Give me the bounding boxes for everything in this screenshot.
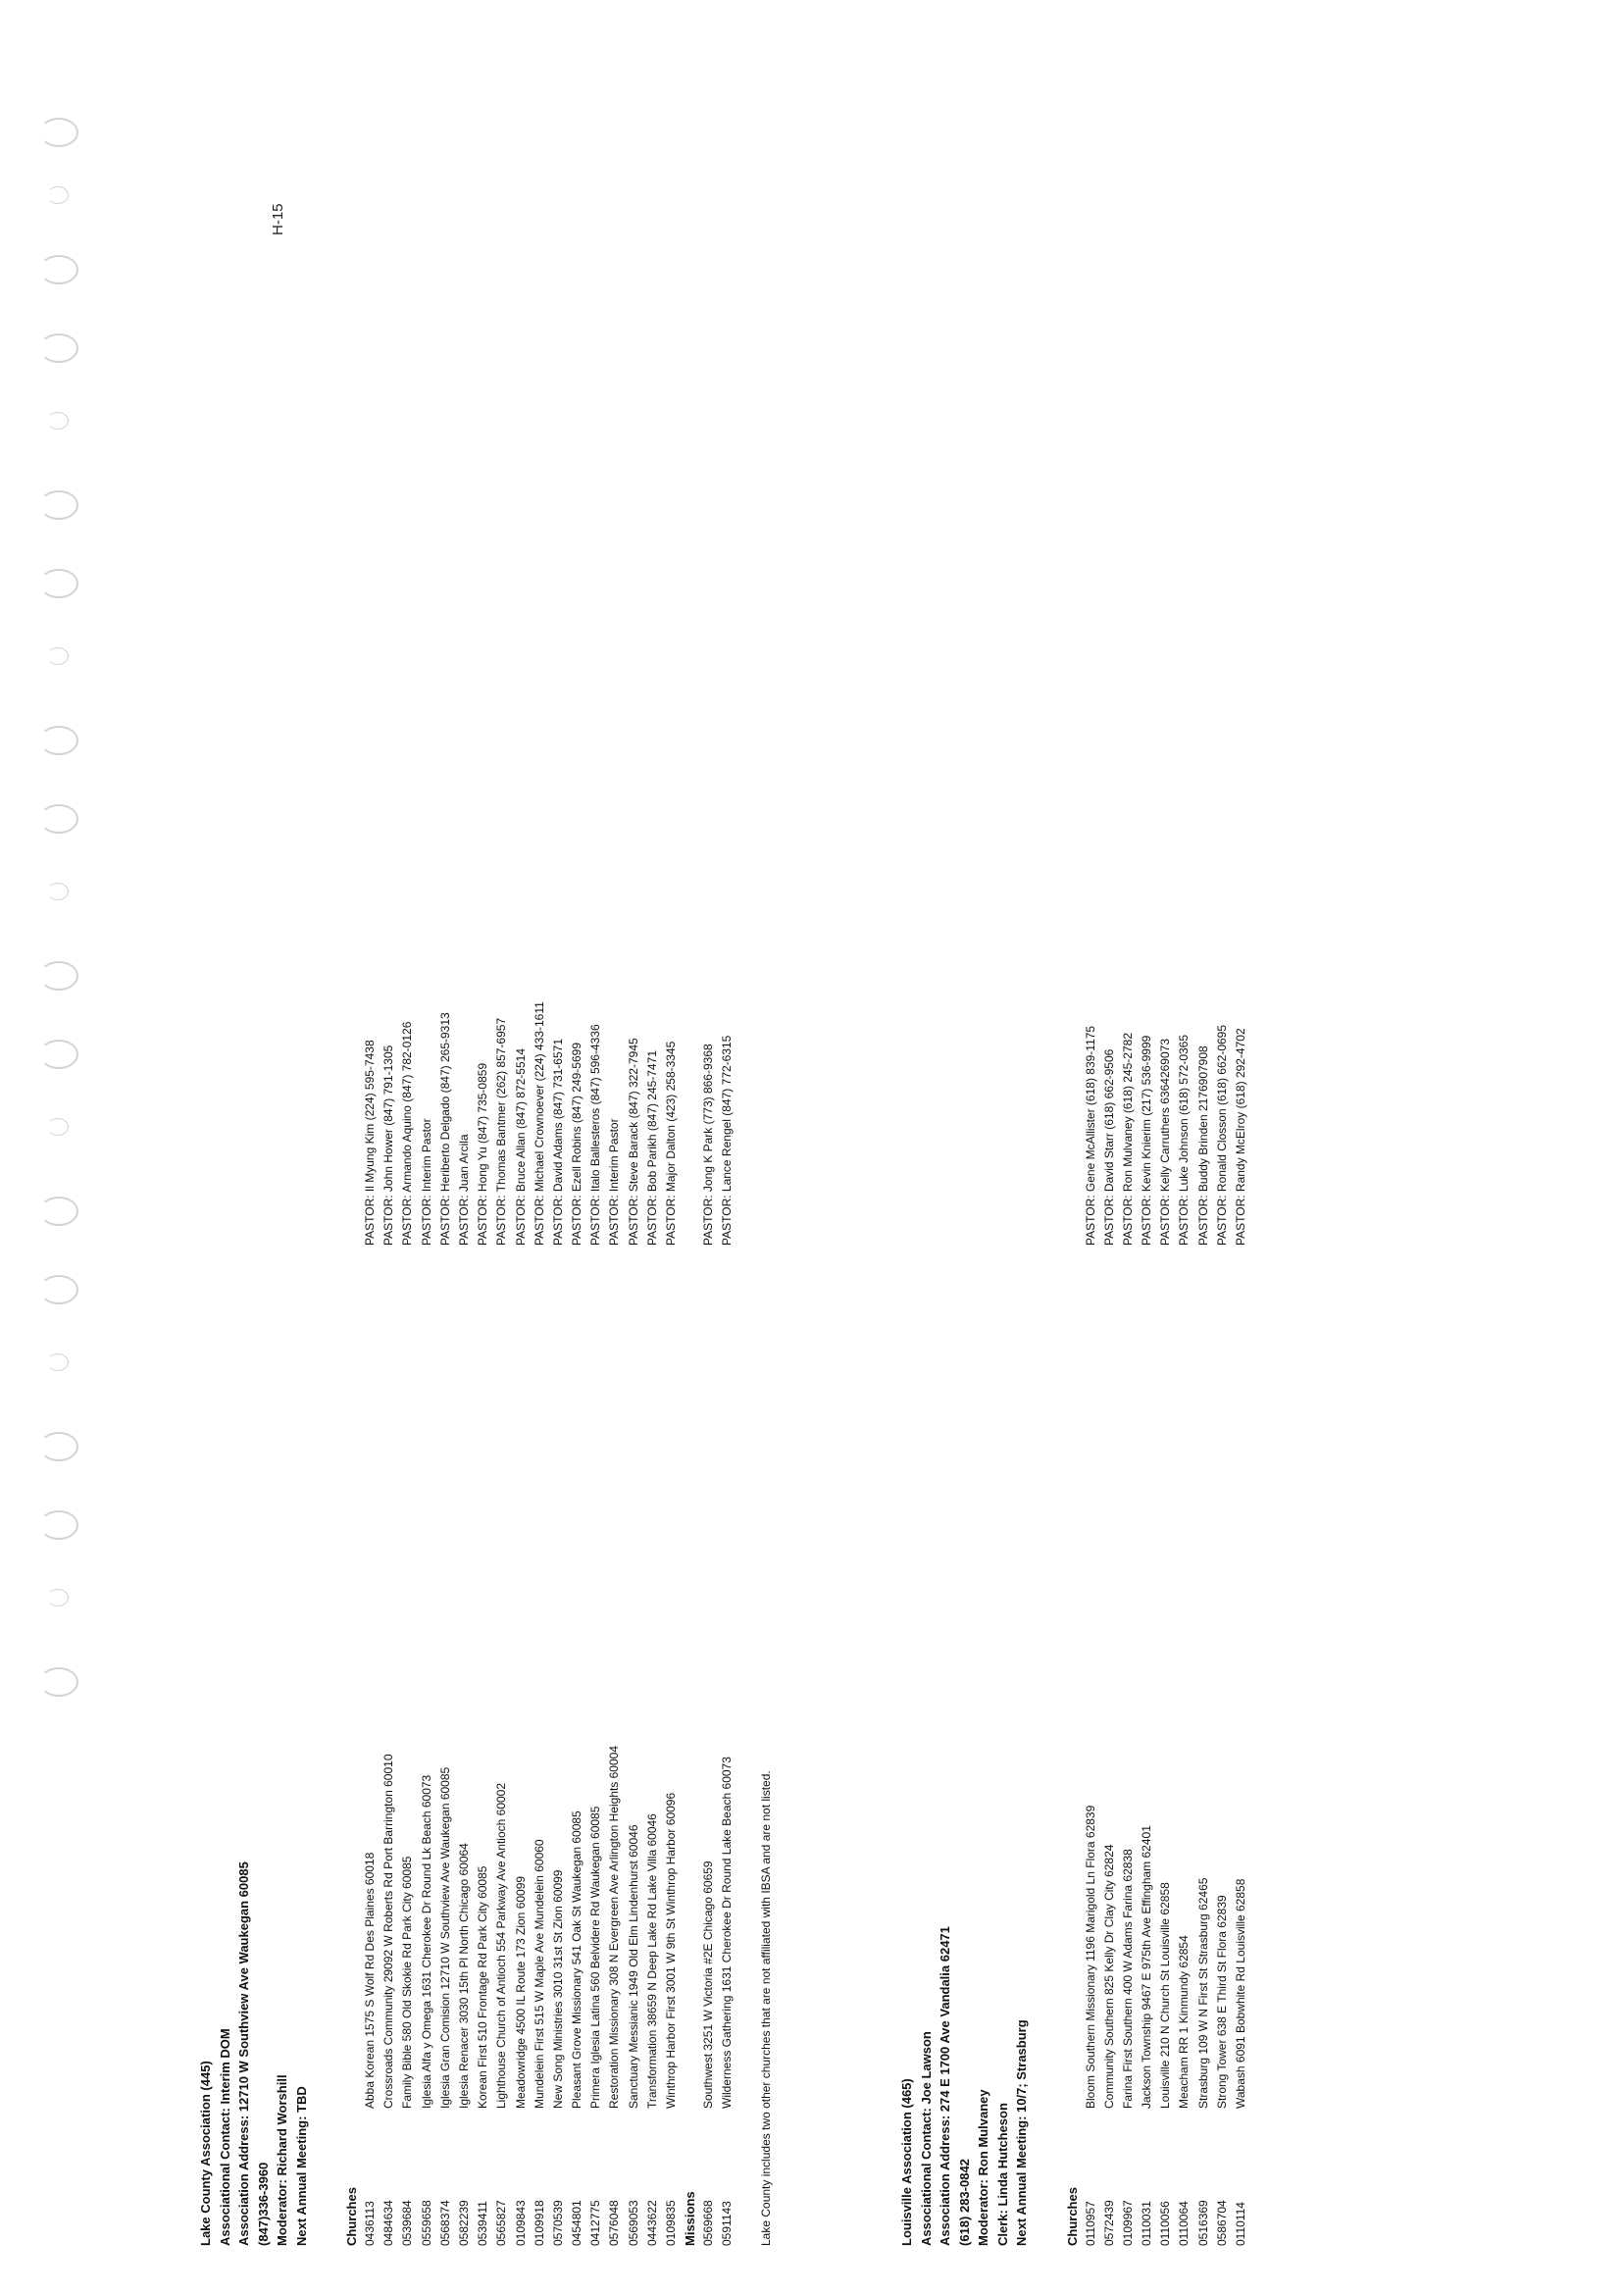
pastor-contact: PASTOR: Bruce Allan (847) 872-5514 bbox=[513, 1048, 528, 1246]
church-id: 0569668 bbox=[701, 2200, 716, 2246]
church-id: 0110031 bbox=[1140, 2201, 1154, 2246]
lake-churches-list bbox=[361, 1001, 681, 2246]
church-name-address: New Song Ministries 3010 31st St Zion 60099 bbox=[550, 1869, 565, 2109]
church-name-address: Iglesia Renacer 3030 15th Pl North Chicago 60064 bbox=[456, 1843, 471, 2109]
church-row bbox=[1175, 1034, 1193, 2246]
church-row bbox=[1213, 1024, 1232, 2246]
pastor-contact: PASTOR: Ezell Robins (847) 249-5699 bbox=[570, 1043, 584, 1246]
church-row bbox=[586, 1024, 605, 2246]
lake-county-header bbox=[196, 1770, 311, 2246]
church-name-address: Farina First Southern 400 W Adams Farina 62838 bbox=[1120, 1849, 1135, 2109]
pastor-contact: PASTOR: John Hower (847) 791-1305 bbox=[381, 1045, 396, 1246]
church-name-address: Strong Tower 638 E Third St Flora 62839 bbox=[1214, 1895, 1229, 2109]
pastor-contact: PASTOR: Armando Aquino (847) 782-0126 bbox=[400, 1021, 415, 1246]
church-name-address: Abba Korean 1575 S Wolf Rd Des Plaines 60018 bbox=[363, 1852, 377, 2109]
church-row bbox=[1156, 1038, 1175, 2246]
pastor-contact: PASTOR: Lance Rengel (847) 772-6315 bbox=[720, 1035, 735, 1246]
church-row bbox=[662, 1041, 681, 2246]
pastor-contact: PASTOR: Jong K Park (773) 866-9368 bbox=[701, 1044, 716, 1246]
association-address: Association Address: 12710 W Southview Ave Waukegan 60085 bbox=[236, 1861, 251, 2246]
association-title: Lake County Association (445) bbox=[198, 2061, 213, 2246]
church-name-address: Wabash 6091 Bobwhite Rd Louisville 62858 bbox=[1234, 1878, 1247, 2109]
church-name-address: Community Southern 825 Kelly Dr Clay City 62824 bbox=[1101, 1844, 1116, 2109]
rotated-page-content bbox=[196, 186, 1569, 2246]
church-id: 0591143 bbox=[720, 2201, 735, 2246]
pastor-contact: PASTOR: Interim Pastor bbox=[607, 1118, 622, 1246]
church-row bbox=[492, 1017, 511, 2246]
church-id: 0109918 bbox=[532, 2200, 546, 2246]
clerk: Clerk: Linda Hutcheson bbox=[994, 2103, 1010, 2246]
church-name-address: Family Bible 580 Old Skokie Rd Park City 60085 bbox=[400, 1856, 415, 2109]
church-id: 0582239 bbox=[456, 2200, 471, 2246]
church-id: 0443622 bbox=[644, 2200, 659, 2246]
pastor-contact: PASTOR: Thomas Bantmer (262) 857-6957 bbox=[494, 1017, 509, 1246]
church-row bbox=[1082, 1025, 1100, 2246]
church-name-address: Mundelein First 515 W Maple Ave Mundelein 60060 bbox=[532, 1839, 546, 2109]
church-id: 0572439 bbox=[1101, 2200, 1116, 2246]
church-id: 0570539 bbox=[550, 2200, 565, 2246]
association-phone: (618) 283-0842 bbox=[956, 2159, 972, 2246]
church-name-address: Wilderness Gathering 1631 Cherokee Dr Round Lake Beach 60073 bbox=[720, 1757, 735, 2109]
church-name-address: Restoration Missionary 308 N Evergreen Ave Arlington Heights 60004 bbox=[607, 1746, 622, 2109]
pastor-contact: PASTOR: Il Myung Kim (224) 595-7438 bbox=[363, 1040, 377, 1246]
association-phone: (847)336-3960 bbox=[255, 2162, 271, 2246]
church-name-address: Sanctuary Messianic 1949 Old Elm Lindenhurst 60046 bbox=[626, 1824, 640, 2109]
pastor-contact: PASTOR: Ron Mulvaney (618) 245-2782 bbox=[1120, 1032, 1135, 1246]
pastor-contact: PASTOR: Randy McElroy (618) 292-4702 bbox=[1234, 1028, 1247, 1246]
church-id: 0109843 bbox=[513, 2200, 528, 2246]
church-name-address: Transformation 38659 N Deep Lake Rd Lake Villa 60046 bbox=[644, 1813, 659, 2109]
church-id: 0559658 bbox=[419, 2200, 433, 2246]
church-name-address: Strasburg 109 W N First St Strasburg 62465 bbox=[1195, 1877, 1210, 2109]
church-id: 0412775 bbox=[588, 2200, 603, 2246]
church-row bbox=[1100, 1048, 1119, 2246]
church-row bbox=[380, 1045, 398, 2246]
church-row bbox=[474, 1062, 492, 2246]
church-name-address: Pleasant Grove Missionary 541 Oak St Waukegan 60085 bbox=[570, 1810, 584, 2109]
moderator: Moderator: Ron Mulvaney bbox=[976, 2089, 990, 2246]
pastor-contact: PASTOR: David Adams (847) 731-6571 bbox=[550, 1039, 565, 1246]
church-row bbox=[455, 1134, 474, 2246]
church-name-address: Bloom Southern Missionary 1196 Marigold Ln Flora 62839 bbox=[1083, 1805, 1097, 2109]
pastor-contact: PASTOR: Michael Crownoever (224) 433-1611 bbox=[532, 1001, 546, 1246]
next-annual-meeting: Next Annual Meeting: TBD bbox=[293, 2086, 309, 2246]
church-row bbox=[436, 1012, 455, 2246]
church-name-address: Meadowridge 4500 IL Route 173 Zion 60099 bbox=[513, 1875, 528, 2109]
church-row bbox=[398, 1021, 417, 2246]
pastor-contact: PASTOR: Heriberto Delgado (847) 265-9313 bbox=[437, 1012, 452, 1246]
churches-label: Churches bbox=[344, 2187, 359, 2246]
pastor-contact: PASTOR: Luke Johnson (618) 572-0365 bbox=[1177, 1034, 1192, 1246]
pastor-contact: PASTOR: Juan Arcila bbox=[456, 1134, 471, 1246]
church-id: 0576048 bbox=[607, 2200, 622, 2246]
page-number: H-15 bbox=[270, 203, 286, 235]
association-address: Association Address: 274 E 1700 Ave Vandalia 62471 bbox=[938, 1926, 952, 2246]
pastor-contact: PASTOR: Kelly Carruthers 6364269073 bbox=[1158, 1038, 1173, 1246]
church-row bbox=[418, 1118, 436, 2246]
church-row bbox=[605, 1118, 624, 2246]
pastor-contact: PASTOR: Hong Yu (847) 735-0859 bbox=[476, 1062, 490, 1246]
associational-contact: Associational Contact: Joe Lawson bbox=[918, 2031, 934, 2246]
church-name-address: Lighthouse Church of Antioch 554 Parkway Ave Antioch 60002 bbox=[494, 1782, 509, 2109]
missions-label: Missions bbox=[683, 2191, 698, 2246]
associational-contact: Associational Contact: Interim DOM bbox=[217, 2028, 232, 2246]
association-title: Louisville Association (465) bbox=[899, 2078, 914, 2246]
pastor-contact: PASTOR: Kevin Knierim (217) 536-9999 bbox=[1140, 1035, 1154, 1246]
louisville-section bbox=[897, 1024, 1250, 2246]
church-row bbox=[718, 1035, 736, 2246]
churches-label: Churches bbox=[1064, 2187, 1080, 2246]
lake-county-note: Lake County includes two other churches that are not affiliated with IBSA and are not listed. bbox=[758, 1770, 773, 2246]
church-id: 0568374 bbox=[437, 2200, 452, 2246]
church-id: 0436113 bbox=[363, 2201, 377, 2246]
church-row bbox=[361, 1040, 380, 2246]
church-name-address: Iglesia Gran Comision 12710 W Southview Ave Waukegan 60085 bbox=[437, 1766, 452, 2109]
pastor-contact: PASTOR: Bob Parikh (847) 245-7471 bbox=[644, 1050, 659, 1246]
pastor-contact: PASTOR: David Starr (618) 662-9506 bbox=[1101, 1048, 1116, 1246]
church-row bbox=[512, 1048, 531, 2246]
church-row bbox=[1119, 1032, 1138, 2246]
church-id: 0110056 bbox=[1158, 2201, 1173, 2246]
church-row bbox=[531, 1001, 549, 2246]
church-id: 0109967 bbox=[1120, 2200, 1135, 2246]
church-row bbox=[1194, 1045, 1213, 2246]
pastor-contact: PASTOR: Italo Ballesteros (847) 596-4336 bbox=[588, 1024, 603, 1246]
church-id: 0454801 bbox=[570, 2200, 584, 2246]
church-name-address: Meacham RR 1 Kinmundy 62854 bbox=[1177, 1935, 1192, 2109]
pastor-contact: PASTOR: Steve Barack (847) 322-7945 bbox=[626, 1038, 640, 1246]
church-name-address: Crossroads Community 29092 W Roberts Rd Port Barrington 60010 bbox=[381, 1754, 396, 2109]
church-row bbox=[625, 1038, 643, 2246]
lake-county-section bbox=[196, 1001, 776, 2246]
moderator: Moderator: Richard Worshill bbox=[275, 2074, 289, 2246]
church-name-address: Louisville 210 N Church St Louisville 62858 bbox=[1158, 1882, 1173, 2109]
church-id: 0565827 bbox=[494, 2200, 509, 2246]
pastor-contact: PASTOR: Major Dalton (423) 258-3345 bbox=[664, 1041, 678, 1246]
church-id: 0110114 bbox=[1234, 2202, 1247, 2246]
louisville-churches-list bbox=[1082, 1024, 1251, 2246]
church-id: 0586704 bbox=[1214, 2200, 1229, 2246]
church-name-address: Southwest 3251 W Victoria #2E Chicago 60659 bbox=[701, 1861, 716, 2109]
church-id: 0110064 bbox=[1177, 2201, 1192, 2246]
church-name-address: Winthrop Harbor First 3001 W 9th St Winthrop Harbor 60096 bbox=[664, 1792, 678, 2109]
church-name-address: Primera Iglesia Latina 560 Belvidere Rd Waukegan 60085 bbox=[588, 1806, 603, 2109]
pastor-contact: PASTOR: Buddy Brinden 2176907908 bbox=[1195, 1045, 1210, 1246]
church-id: 0484634 bbox=[381, 2200, 396, 2246]
church-row bbox=[1232, 1028, 1250, 2246]
church-id: 0110957 bbox=[1083, 2201, 1097, 2246]
pastor-contact: PASTOR: Ronald Closson (618) 662-0695 bbox=[1214, 1024, 1229, 1246]
church-row bbox=[699, 1044, 718, 2246]
church-id: 0109835 bbox=[664, 2200, 678, 2246]
church-row bbox=[643, 1050, 662, 2246]
church-id: 0539411 bbox=[476, 2201, 490, 2246]
louisville-header bbox=[897, 1926, 1032, 2246]
church-id: 0569053 bbox=[626, 2200, 640, 2246]
church-row bbox=[549, 1039, 568, 2246]
church-id: 0539684 bbox=[400, 2200, 415, 2246]
church-id: 0516369 bbox=[1195, 2200, 1210, 2246]
pastor-contact: PASTOR: Interim Pastor bbox=[419, 1118, 433, 1246]
pastor-contact: PASTOR: Gene McAllister (618) 839-1175 bbox=[1083, 1025, 1097, 1246]
church-name-address: Jackson Township 9467 E 975th Ave Effingham 62401 bbox=[1140, 1825, 1154, 2109]
church-name-address: Korean First 510 Frontage Rd Park City 60085 bbox=[476, 1865, 490, 2109]
binder-hole-marks bbox=[39, 118, 108, 1746]
lake-missions-list bbox=[699, 1035, 736, 2246]
church-row bbox=[568, 1043, 586, 2246]
next-annual-meeting: Next Annual Meeting: 10/7; Strasburg bbox=[1014, 2019, 1029, 2246]
church-name-address: Iglesia Alfa y Omega 1631 Cherokee Dr Round Lk Beach 60073 bbox=[419, 1774, 433, 2109]
church-row bbox=[1138, 1035, 1156, 2246]
